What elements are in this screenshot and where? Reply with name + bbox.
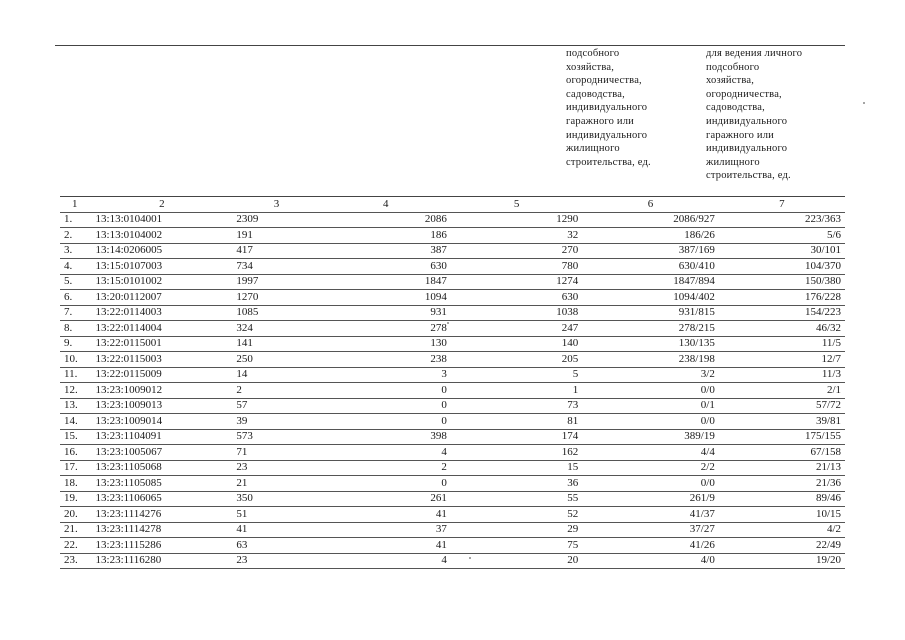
scan-speck: [447, 322, 449, 324]
column-number-row: [60, 197, 845, 213]
col7-value: 39/81: [719, 414, 845, 430]
column-7-header: [706, 47, 841, 183]
col7-value: 22/49: [719, 538, 845, 554]
cadastral-number: 13:23:1104091: [92, 429, 233, 445]
table-row: [60, 445, 845, 461]
row-number: 19.: [60, 491, 92, 507]
table-row: [60, 367, 845, 383]
col5-value: 32: [451, 228, 582, 244]
row-number: 6.: [60, 290, 92, 306]
col4-value: 37: [321, 522, 451, 538]
cadastral-number: 13:22:0115003: [92, 352, 233, 368]
column-number: 3: [232, 197, 320, 213]
column-number: 2: [92, 197, 233, 213]
header-line: строительства, ед.: [706, 170, 791, 182]
col4-value: 41: [321, 507, 451, 523]
col4-value: 261: [321, 491, 451, 507]
header-line: жилищного: [706, 156, 760, 168]
col4-value: 2: [321, 460, 451, 476]
col6-value: 261/9: [582, 491, 719, 507]
cadastral-number: 13:22:0115009: [92, 367, 233, 383]
col7-value: 150/380: [719, 274, 845, 290]
col5-value: 1038: [451, 305, 582, 321]
header-line: садоводства,: [706, 102, 765, 114]
col5-value: 52: [451, 507, 582, 523]
col3-value: 14: [232, 367, 320, 383]
row-number: 22.: [60, 538, 92, 554]
col7-value: 21/13: [719, 460, 845, 476]
col7-value: 2/1: [719, 383, 845, 399]
col6-value: 630/410: [582, 259, 719, 275]
col3-value: 23: [232, 553, 320, 569]
table-row: [60, 274, 845, 290]
cadastral-number: 13:15:0101002: [92, 274, 233, 290]
column-number: 5: [451, 197, 582, 213]
col4-value: 238: [321, 352, 451, 368]
col5-value: 1: [451, 383, 582, 399]
row-number: 18.: [60, 476, 92, 492]
col3-value: 1270: [232, 290, 320, 306]
cadastral-number: 13:22:0115001: [92, 336, 233, 352]
col3-value: 39: [232, 414, 320, 430]
cadastral-number: 13:13:0104002: [92, 228, 233, 244]
col4-value: 398: [321, 429, 451, 445]
row-number: 11.: [60, 367, 92, 383]
header-line: подсобного: [566, 48, 620, 59]
header-line: гаражного или: [566, 115, 634, 127]
col6-value: 0/0: [582, 383, 719, 399]
col6-value: 37/27: [582, 522, 719, 538]
col4-value: 1847: [321, 274, 451, 290]
column-number: 7: [719, 197, 845, 213]
col6-value: 4/4: [582, 445, 719, 461]
col6-value: 3/2: [582, 367, 719, 383]
cadastral-number: 13:20:0112007: [92, 290, 233, 306]
col6-value: 186/26: [582, 228, 719, 244]
cadastral-number: 13:23:1009012: [92, 383, 233, 399]
column-number: 6: [582, 197, 719, 213]
col4-value: 0: [321, 414, 451, 430]
cadastral-number: 13:23:1009013: [92, 398, 233, 414]
col6-value: 278/215: [582, 321, 719, 337]
column-number: 4: [321, 197, 451, 213]
col3-value: 573: [232, 429, 320, 445]
col7-value: 11/3: [719, 367, 845, 383]
col7-value: 154/223: [719, 305, 845, 321]
col7-value: 21/36: [719, 476, 845, 492]
row-number: 15.: [60, 429, 92, 445]
col3-value: 71: [232, 445, 320, 461]
col7-value: 30/101: [719, 243, 845, 259]
col3-value: 141: [232, 336, 320, 352]
col5-value: 15: [451, 460, 582, 476]
row-number: 2.: [60, 228, 92, 244]
col5-value: 29: [451, 522, 582, 538]
col7-value: 67/158: [719, 445, 845, 461]
column-number: 1: [60, 197, 92, 213]
cadastral-number: 13:23:1105068: [92, 460, 233, 476]
col6-value: 130/135: [582, 336, 719, 352]
col4-value: 4: [321, 553, 451, 569]
col6-value: 0/0: [582, 476, 719, 492]
row-number: 21.: [60, 522, 92, 538]
cadastral-number: 13:23:1114278: [92, 522, 233, 538]
scan-speck: [469, 557, 471, 559]
row-number: 12.: [60, 383, 92, 399]
col5-value: 140: [451, 336, 582, 352]
col6-value: 1847/894: [582, 274, 719, 290]
table-row: [60, 321, 845, 337]
col3-value: 63: [232, 538, 320, 554]
header-line: индивидуального: [706, 115, 788, 127]
col5-value: 162: [451, 445, 582, 461]
table-row: [60, 507, 845, 523]
header-line: индивидуального: [566, 102, 648, 114]
col6-value: 41/37: [582, 507, 719, 523]
table-row: [60, 538, 845, 554]
col3-value: 324: [232, 321, 320, 337]
cadastral-number: 13:23:1116280: [92, 553, 233, 569]
table-row: [60, 476, 845, 492]
col4-value: 387: [321, 243, 451, 259]
col7-value: 176/228: [719, 290, 845, 306]
table-row: [60, 460, 845, 476]
cadastral-number: 13:14:0206005: [92, 243, 233, 259]
table-row: [60, 259, 845, 275]
cadastral-table: [60, 196, 845, 569]
col6-value: 0/1: [582, 398, 719, 414]
table-row: [60, 383, 845, 399]
col5-value: 780: [451, 259, 582, 275]
row-number: 23.: [60, 553, 92, 569]
col4-value: 130: [321, 336, 451, 352]
col3-value: 23: [232, 460, 320, 476]
col3-value: 1085: [232, 305, 320, 321]
row-number: 16.: [60, 445, 92, 461]
col4-value: 4: [321, 445, 451, 461]
cadastral-number: 13:22:0114004: [92, 321, 233, 337]
col5-value: 1274: [451, 274, 582, 290]
col3-value: 41: [232, 522, 320, 538]
col5-value: 630: [451, 290, 582, 306]
cadastral-number: 13:23:1114276: [92, 507, 233, 523]
header-line: огородничества,: [566, 75, 642, 87]
cadastral-number: 13:23:1005067: [92, 445, 233, 461]
col6-value: 2/2: [582, 460, 719, 476]
col3-value: 734: [232, 259, 320, 275]
col5-value: 1290: [451, 212, 582, 228]
col6-value: 387/169: [582, 243, 719, 259]
col3-value: 417: [232, 243, 320, 259]
col7-value: 5/6: [719, 228, 845, 244]
row-number: 8.: [60, 321, 92, 337]
col5-value: 55: [451, 491, 582, 507]
header-line: подсобного: [706, 61, 760, 73]
col3-value: 21: [232, 476, 320, 492]
row-number: 20.: [60, 507, 92, 523]
col7-value: 11/5: [719, 336, 845, 352]
col3-value: 2: [232, 383, 320, 399]
col4-value: 1094: [321, 290, 451, 306]
col5-value: 247: [451, 321, 582, 337]
col4-value: 3: [321, 367, 451, 383]
scan-speck: [863, 102, 865, 104]
col6-value: 931/815: [582, 305, 719, 321]
col6-value: 4/0: [582, 553, 719, 569]
cadastral-number: 13:23:1009014: [92, 414, 233, 430]
col5-value: 174: [451, 429, 582, 445]
header-line: садоводства,: [566, 88, 625, 100]
row-number: 10.: [60, 352, 92, 368]
col7-value: 175/155: [719, 429, 845, 445]
col5-value: 73: [451, 398, 582, 414]
col7-value: 89/46: [719, 491, 845, 507]
col7-value: 46/32: [719, 321, 845, 337]
header-line: индивидуального: [566, 129, 648, 141]
table-row: [60, 491, 845, 507]
col3-value: 57: [232, 398, 320, 414]
col4-value: 630: [321, 259, 451, 275]
row-number: 13.: [60, 398, 92, 414]
header-line: для ведения личного: [706, 48, 803, 59]
table-row: [60, 398, 845, 414]
col4-value: 278: [321, 321, 451, 337]
cadastral-number: 13:23:1115286: [92, 538, 233, 554]
table-row: [60, 522, 845, 538]
col7-value: 57/72: [719, 398, 845, 414]
table-row: [60, 553, 845, 569]
col6-value: 238/198: [582, 352, 719, 368]
col4-value: 0: [321, 476, 451, 492]
header-line: индивидуального: [706, 143, 788, 155]
col5-value: 5: [451, 367, 582, 383]
col5-value: 205: [451, 352, 582, 368]
col6-value: 41/26: [582, 538, 719, 554]
row-number: 3.: [60, 243, 92, 259]
table-row: [60, 305, 845, 321]
top-rule: [55, 45, 845, 46]
header-line: огородничества,: [706, 88, 782, 100]
col7-value: 12/7: [719, 352, 845, 368]
row-number: 1.: [60, 212, 92, 228]
row-number: 4.: [60, 259, 92, 275]
cadastral-number: 13:23:1105085: [92, 476, 233, 492]
cadastral-number: 13:15:0107003: [92, 259, 233, 275]
col4-value: 931: [321, 305, 451, 321]
col5-value: 20: [451, 553, 582, 569]
col7-value: 223/363: [719, 212, 845, 228]
cadastral-number: 13:13:0104001: [92, 212, 233, 228]
col3-value: 250: [232, 352, 320, 368]
cadastral-number: 13:22:0114003: [92, 305, 233, 321]
col3-value: 350: [232, 491, 320, 507]
col7-value: 104/370: [719, 259, 845, 275]
cadastral-number: 13:23:1106065: [92, 491, 233, 507]
col7-value: 10/15: [719, 507, 845, 523]
row-number: 14.: [60, 414, 92, 430]
col3-value: 2309: [232, 212, 320, 228]
table-row: [60, 212, 845, 228]
col3-value: 51: [232, 507, 320, 523]
header-line: хозяйства,: [566, 61, 615, 73]
col4-value: 41: [321, 538, 451, 554]
col6-value: 1094/402: [582, 290, 719, 306]
col7-value: 4/2: [719, 522, 845, 538]
row-number: 17.: [60, 460, 92, 476]
table-row: [60, 290, 845, 306]
col6-value: 2086/927: [582, 212, 719, 228]
col4-value: 2086: [321, 212, 451, 228]
col4-value: 186: [321, 228, 451, 244]
header-line: жилищного: [566, 143, 620, 155]
col5-value: 81: [451, 414, 582, 430]
column-6-header: [566, 47, 691, 169]
col4-value: 0: [321, 383, 451, 399]
row-number: 9.: [60, 336, 92, 352]
header-line: гаражного или: [706, 129, 774, 141]
col6-value: 0/0: [582, 414, 719, 430]
col5-value: 75: [451, 538, 582, 554]
col7-value: 19/20: [719, 553, 845, 569]
table-row: [60, 228, 845, 244]
col3-value: 191: [232, 228, 320, 244]
table-row: [60, 243, 845, 259]
row-number: 5.: [60, 274, 92, 290]
col6-value: 389/19: [582, 429, 719, 445]
col5-value: 270: [451, 243, 582, 259]
header-line: строительства, ед.: [566, 156, 651, 168]
table-row: [60, 336, 845, 352]
col3-value: 1997: [232, 274, 320, 290]
col4-value: 0: [321, 398, 451, 414]
table-row: [60, 352, 845, 368]
header-line: хозяйства,: [706, 75, 755, 87]
row-number: 7.: [60, 305, 92, 321]
table-row: [60, 414, 845, 430]
table-row: [60, 429, 845, 445]
col5-value: 36: [451, 476, 582, 492]
